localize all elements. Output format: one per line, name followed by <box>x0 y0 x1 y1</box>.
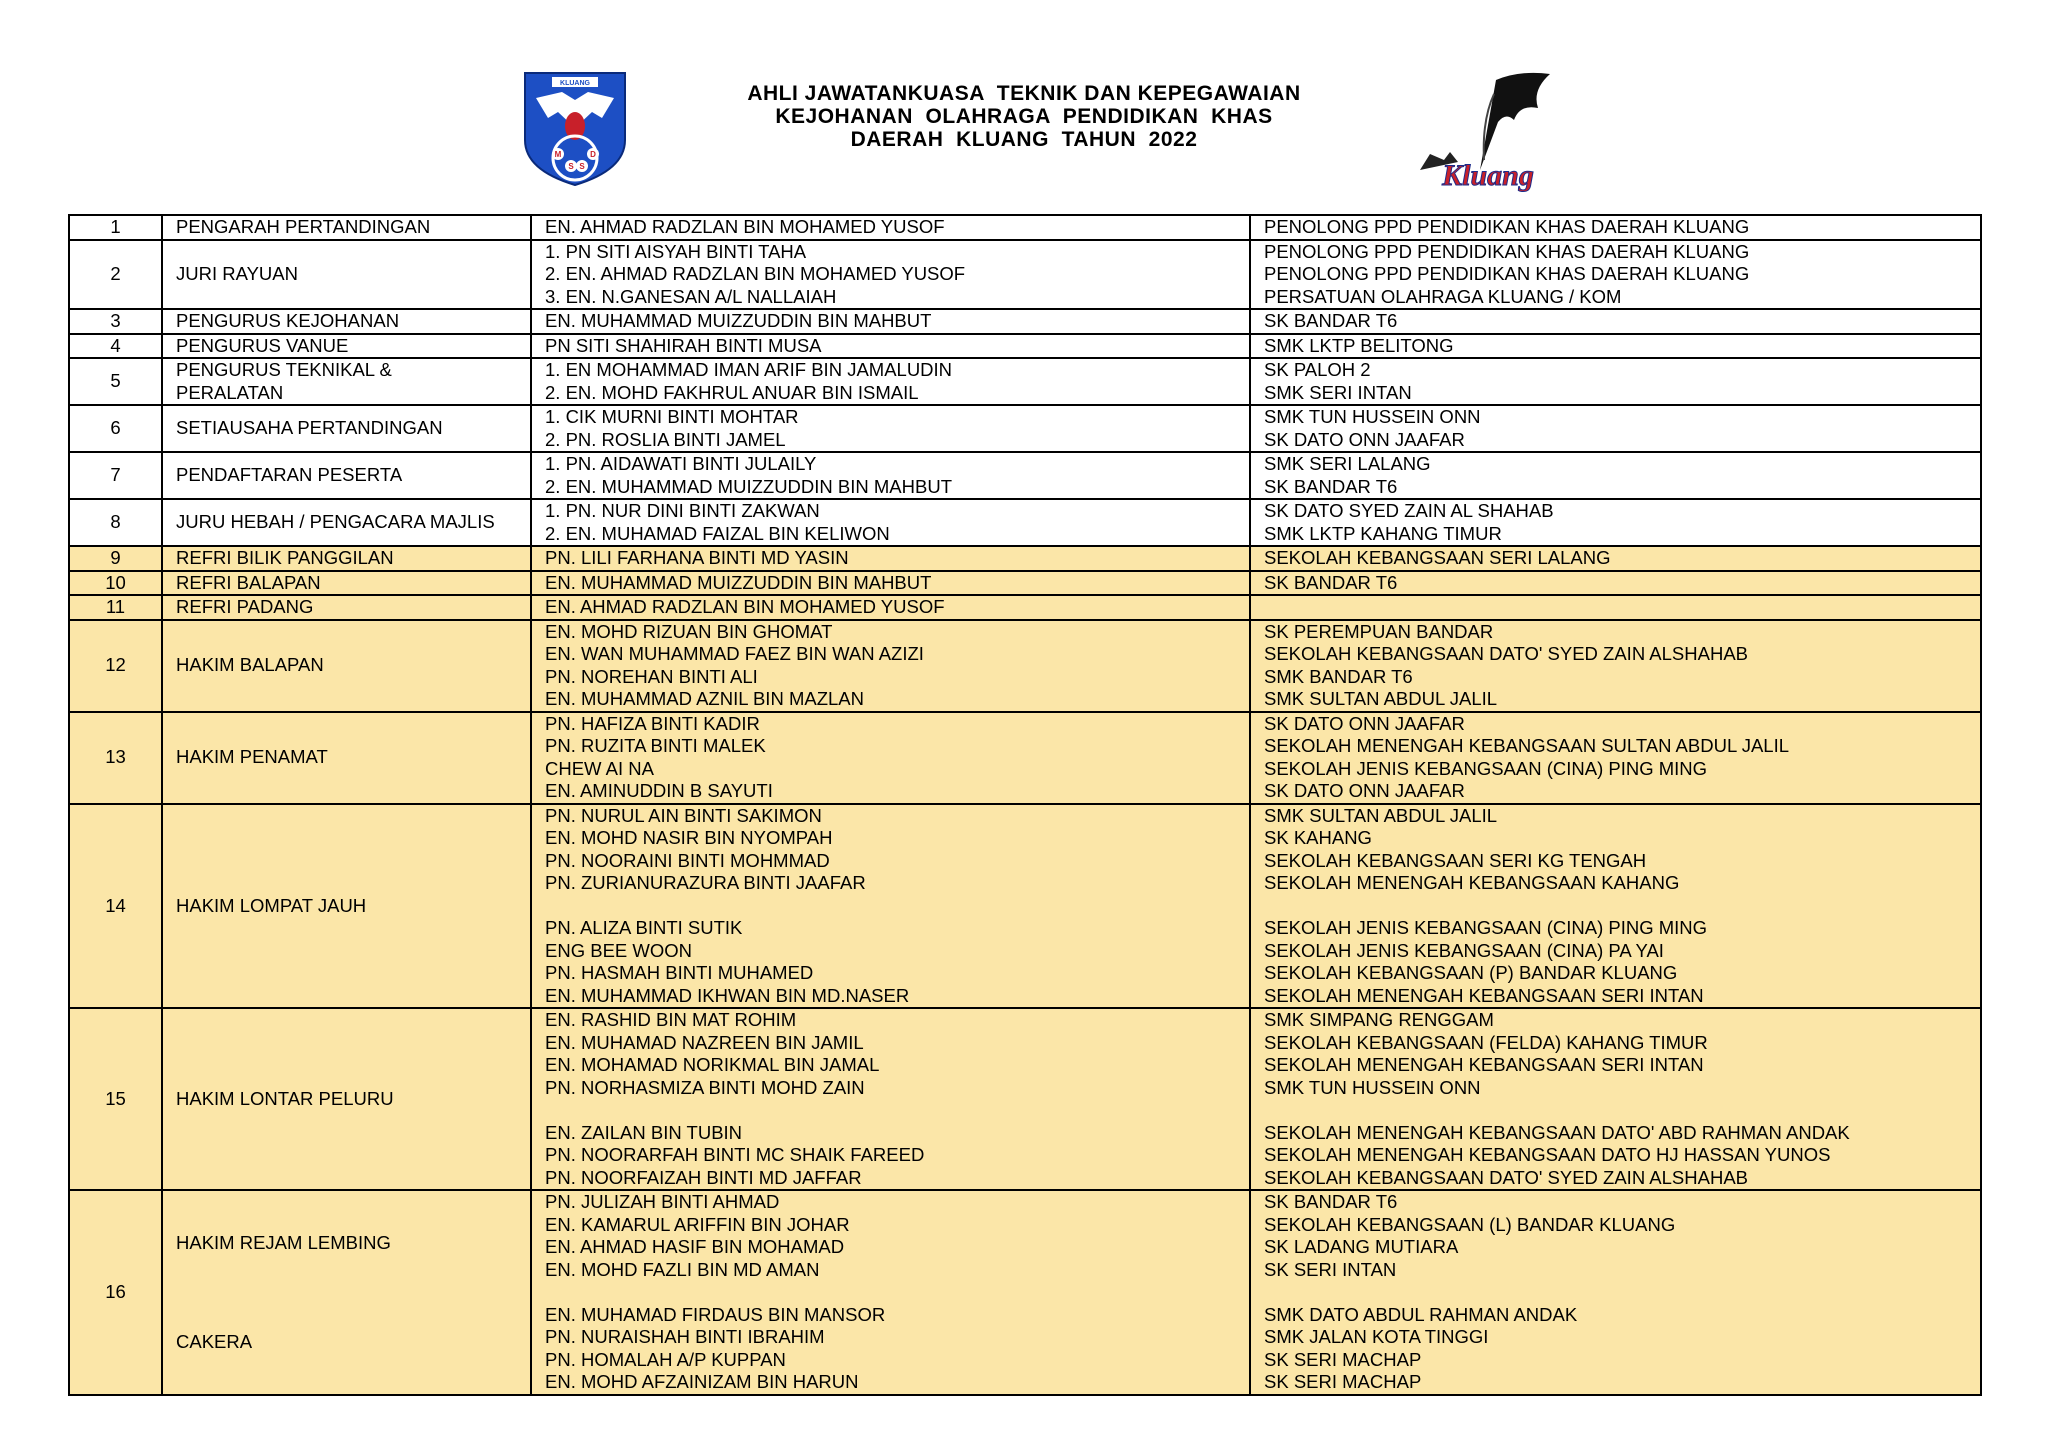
member-name <box>545 1281 1249 1304</box>
member-name: PN. ALIZA BINTI SUTIK <box>545 917 743 938</box>
member-organisation: SMK SERI LALANG <box>1264 453 1431 474</box>
member-organisation: PENOLONG PPD PENDIDIKAN KHAS DAERAH KLUANG <box>1264 263 1750 284</box>
member-organisation: SEKOLAH MENENGAH KEBANGSAAN DATO' ABD RAHMAN ANDAK <box>1264 1121 1850 1143</box>
member-organisation: SEKOLAH MENENGAH KEBANGSAAN SULTAN ABDUL JALIL <box>1264 735 1790 756</box>
post-cell <box>162 1008 531 1190</box>
svg-text:S: S <box>568 162 574 171</box>
member-name: 1. PN SITI AISYAH BINTI TAHA <box>545 240 807 262</box>
post-label: SETIAUSAHA PERTANDINGAN <box>176 417 443 439</box>
member-name: EN. AHMAD RADZLAN BIN MOHAMED YUSOF <box>545 216 945 237</box>
member-name: PN. NOREHAN BINTI ALI <box>545 665 758 687</box>
row-number: 3 <box>69 309 162 334</box>
post-label: HAKIM LONTAR PELURU <box>176 1087 394 1109</box>
name-cell <box>531 499 1250 546</box>
name-cell <box>531 405 1250 452</box>
post-cell <box>162 334 531 359</box>
table-row <box>69 620 1981 712</box>
row-number: 11 <box>69 595 162 620</box>
member-organisation <box>1264 895 1980 918</box>
row-number: 10 <box>69 571 162 596</box>
member-name: PN. JULIZAH BINTI AHMAD <box>545 1191 780 1212</box>
member-organisation: SMK SIMPANG RENGGAM <box>1264 1009 1494 1030</box>
member-organisation: SK SERI MACHAP <box>1264 1371 1422 1392</box>
row-number: 1 <box>69 215 162 240</box>
post-label: HAKIM LOMPAT JAUH <box>176 894 367 916</box>
member-organisation: SMK TUN HUSSEIN ONN <box>1264 1076 1481 1098</box>
post-cell <box>162 405 531 452</box>
row-number: 4 <box>69 334 162 359</box>
member-name: EN. WAN MUHAMMAD FAEZ BIN WAN AZIZI <box>545 643 924 664</box>
svg-text:KLUANG: KLUANG <box>560 80 590 87</box>
member-name: PN. NURUL AIN BINTI SAKIMON <box>545 804 822 826</box>
member-organisation: SK DATO ONN JAAFAR <box>1264 780 1465 801</box>
post-label: HAKIM PENAMAT <box>176 746 328 768</box>
member-name: 1. EN MOHAMMAD IMAN ARIF BIN JAMALUDIN <box>545 359 953 380</box>
member-name: EN. MUHAMMAD MUIZZUDDIN BIN MAHBUT <box>545 310 932 331</box>
member-organisation: SK BANDAR T6 <box>1264 475 1398 497</box>
member-name <box>545 1099 1249 1122</box>
member-name: EN. ZAILAN BIN TUBIN <box>545 1121 743 1143</box>
member-name: ENG BEE WOON <box>545 939 692 961</box>
member-name: 2. EN. MUHAMMAD MUIZZUDDIN BIN MAHBUT <box>545 475 952 497</box>
row-number: 16 <box>69 1190 162 1395</box>
table-row <box>69 804 1981 1009</box>
bat-mascot-logo <box>1410 60 1558 200</box>
row-number: 5 <box>69 358 162 405</box>
member-name: EN. AHMAD HASIF BIN MOHAMAD <box>545 1236 845 1257</box>
post-label: PENGARAH PERTANDINGAN <box>176 216 431 237</box>
row-number: 12 <box>69 620 162 712</box>
row-number: 14 <box>69 804 162 1009</box>
table-row <box>69 595 1981 620</box>
post-cell <box>162 571 531 596</box>
post-cell <box>162 712 531 804</box>
org-cell <box>1250 1190 1981 1395</box>
member-name: EN. MUHAMAD FIRDAUS BIN MANSOR <box>545 1303 886 1325</box>
member-organisation: SEKOLAH JENIS KEBANGSAAN (CINA) PING MING <box>1264 757 1708 779</box>
member-organisation: SK BANDAR T6 <box>1264 571 1398 593</box>
member-organisation: SEKOLAH MENENGAH KEBANGSAAN DATO HJ HASSAN YUNOS <box>1264 1144 1831 1165</box>
member-organisation: SK LADANG MUTIARA <box>1264 1236 1459 1257</box>
title-line-2: KEJOHANAN OLAHRAGA PENDIDIKAN KHAS <box>775 105 1273 128</box>
table-row <box>69 571 1981 596</box>
name-cell <box>531 1008 1250 1190</box>
org-cell <box>1250 571 1981 596</box>
member-name <box>545 895 1249 918</box>
committee-table <box>68 214 1982 1396</box>
member-organisation: SEKOLAH KEBANGSAAN (P) BANDAR KLUANG <box>1264 962 1678 983</box>
member-organisation <box>1264 596 1980 619</box>
member-organisation: SMK LKTP KAHANG TIMUR <box>1264 522 1502 544</box>
member-name: 1. PN. AIDAWATI BINTI JULAILY <box>545 453 817 474</box>
member-organisation: SK BANDAR T6 <box>1264 1191 1398 1212</box>
post-cell <box>162 499 531 546</box>
member-name: PN SITI SHAHIRAH BINTI MUSA <box>545 334 822 356</box>
member-name: PN. NURAISHAH BINTI IBRAHIM <box>545 1326 825 1347</box>
member-name: CHEW AI NA <box>545 757 654 779</box>
member-name: EN. MUHAMMAD IKHWAN BIN MD.NASER <box>545 984 910 1006</box>
org-cell <box>1250 240 1981 310</box>
member-name: EN. MOHD NASIR BIN NYOMPAH <box>545 827 833 848</box>
org-cell <box>1250 620 1981 712</box>
post-label: JURI RAYUAN <box>176 263 298 284</box>
row-number: 9 <box>69 546 162 571</box>
org-cell <box>1250 1008 1981 1190</box>
name-cell <box>531 452 1250 499</box>
member-organisation: SK KAHANG <box>1264 827 1372 848</box>
member-name: 2. EN. AHMAD RADZLAN BIN MOHAMED YUSOF <box>545 263 966 284</box>
member-organisation: SEKOLAH KEBANGSAAN SERI LALANG <box>1264 547 1611 568</box>
name-cell <box>531 712 1250 804</box>
member-name: EN. MUHAMMAD MUIZZUDDIN BIN MAHBUT <box>545 571 932 593</box>
row-number: 15 <box>69 1008 162 1190</box>
name-cell <box>531 309 1250 334</box>
post-cell <box>162 546 531 571</box>
member-organisation: SEKOLAH MENENGAH KEBANGSAAN SERI INTAN <box>1264 1054 1704 1075</box>
member-organisation: SMK BANDAR T6 <box>1264 665 1413 687</box>
member-name: EN. MUHAMAD NAZREEN BIN JAMIL <box>545 1031 864 1053</box>
post-cell <box>162 358 531 405</box>
member-name: EN. MOHD AFZAINIZAM BIN HARUN <box>545 1371 859 1392</box>
member-name: PN. RUZITA BINTI MALEK <box>545 735 766 756</box>
member-organisation: SK DATO ONN JAAFAR <box>1264 428 1465 450</box>
member-organisation: SK SERI MACHAP <box>1264 1348 1422 1370</box>
member-name: PN. NOORAINI BINTI MOHMMAD <box>545 849 830 871</box>
table-row <box>69 334 1981 359</box>
document-header <box>0 0 2048 210</box>
title-line-3: DAERAH KLUANG TAHUN 2022 <box>850 128 1198 151</box>
member-name: PN. NOORARFAH BINTI MC SHAIK FAREED <box>545 1144 925 1165</box>
post-cell <box>162 620 531 712</box>
member-name: PN. HASMAH BINTI MUHAMED <box>545 962 814 983</box>
member-organisation: SMK SULTAN ABDUL JALIL <box>1264 804 1498 826</box>
svg-text:M: M <box>554 150 562 159</box>
post-label: PENGURUS VANUE <box>176 334 349 356</box>
post-cell <box>162 215 531 240</box>
table-row <box>69 1008 1981 1190</box>
post-label: REFRI BILIK PANGGILAN <box>176 547 394 568</box>
member-name: 1. CIK MURNI BINTI MOHTAR <box>545 406 799 427</box>
table-row <box>69 215 1981 240</box>
member-organisation: SMK SERI INTAN <box>1264 381 1412 403</box>
org-cell <box>1250 499 1981 546</box>
member-name: EN. MUHAMMAD AZNIL BIN MAZLAN <box>545 688 864 709</box>
name-cell <box>531 358 1250 405</box>
member-name: PN. HOMALAH A/P KUPPAN <box>545 1348 786 1370</box>
title-line-1: AHLI JAWATANKUASA TEKNIK DAN KEPEGAWAIAN <box>747 82 1301 105</box>
post-label: HAKIM BALAPAN <box>176 654 324 676</box>
row-number: 6 <box>69 405 162 452</box>
name-cell <box>531 804 1250 1009</box>
member-organisation: SMK SULTAN ABDUL JALIL <box>1264 688 1498 709</box>
member-organisation: PENOLONG PPD PENDIDIKAN KHAS DAERAH KLUANG <box>1264 216 1750 237</box>
post-label: PENGURUS KEJOHANAN <box>176 310 400 331</box>
table-row <box>69 358 1981 405</box>
member-organisation: PENOLONG PPD PENDIDIKAN KHAS DAERAH KLUANG <box>1264 240 1750 262</box>
table-row <box>69 240 1981 310</box>
post-cell <box>162 452 531 499</box>
post-label: CAKERA <box>176 1330 253 1352</box>
org-cell <box>1250 215 1981 240</box>
member-name: EN. MOHD RIZUAN BIN GHOMAT <box>545 620 833 642</box>
member-name: EN. AMINUDDIN B SAYUTI <box>545 780 773 801</box>
svg-text:S: S <box>579 162 585 171</box>
member-organisation: SEKOLAH KEBANGSAAN (FELDA) KAHANG TIMUR <box>1264 1031 1708 1053</box>
org-cell <box>1250 595 1981 620</box>
row-number: 8 <box>69 499 162 546</box>
post-cell <box>162 240 531 310</box>
member-organisation: SEKOLAH MENENGAH KEBANGSAAN KAHANG <box>1264 872 1680 893</box>
org-cell <box>1250 804 1981 1009</box>
member-organisation: SMK LKTP BELITONG <box>1264 334 1454 356</box>
name-cell <box>531 546 1250 571</box>
post-label: REFRI PADANG <box>176 596 314 617</box>
post-label: PENGURUS TEKNIKAL & <box>176 359 392 380</box>
member-organisation: SEKOLAH KEBANGSAAN SERI KG TENGAH <box>1264 849 1647 871</box>
table-row <box>69 1190 1981 1395</box>
member-organisation: SMK DATO ABDUL RAHMAN ANDAK <box>1264 1303 1578 1325</box>
member-name: 1. PN. NUR DINI BINTI ZAKWAN <box>545 500 820 521</box>
name-cell <box>531 1190 1250 1395</box>
member-organisation: SEKOLAH KEBANGSAAN DATO' SYED ZAIN ALSHAHAB <box>1264 1166 1748 1188</box>
name-cell <box>531 215 1250 240</box>
name-cell <box>531 334 1250 359</box>
table-row <box>69 499 1981 546</box>
member-name: PN. LILI FARHANA BINTI MD YASIN <box>545 547 849 568</box>
member-name: 2. EN. MUHAMAD FAIZAL BIN KELIWON <box>545 522 890 544</box>
name-cell <box>531 620 1250 712</box>
member-organisation: SK SERI INTAN <box>1264 1258 1397 1280</box>
table-row <box>69 405 1981 452</box>
org-cell <box>1250 712 1981 804</box>
org-cell <box>1250 334 1981 359</box>
post-cell <box>162 1190 531 1395</box>
member-name: EN. MOHAMAD NORIKMAL BIN JAMAL <box>545 1054 880 1075</box>
member-name: 3. EN. N.GANESAN A/L NALLAIAH <box>545 285 837 307</box>
member-organisation: SEKOLAH JENIS KEBANGSAAN (CINA) PA YAI <box>1264 939 1664 961</box>
org-cell <box>1250 309 1981 334</box>
member-organisation: SMK TUN HUSSEIN ONN <box>1264 406 1481 427</box>
member-name: PN. NOORFAIZAH BINTI MD JAFFAR <box>545 1166 862 1188</box>
member-organisation: SK PALOH 2 <box>1264 359 1371 380</box>
org-cell <box>1250 358 1981 405</box>
member-name: 2. PN. ROSLIA BINTI JAMEL <box>545 428 786 450</box>
name-cell <box>531 595 1250 620</box>
post-label: REFRI BALAPAN <box>176 571 321 593</box>
member-name: EN. AHMAD RADZLAN BIN MOHAMED YUSOF <box>545 596 945 617</box>
member-organisation <box>1264 1281 1980 1304</box>
member-name: EN. RASHID BIN MAT ROHIM <box>545 1009 797 1030</box>
member-organisation: SK DATO ONN JAAFAR <box>1264 712 1465 734</box>
member-organisation: SEKOLAH KEBANGSAAN DATO' SYED ZAIN ALSHAHAB <box>1264 643 1748 664</box>
member-name: PN. NORHASMIZA BINTI MOHD ZAIN <box>545 1076 865 1098</box>
member-name: 2. EN. MOHD FAKHRUL ANUAR BIN ISMAIL <box>545 381 919 403</box>
table-row <box>69 712 1981 804</box>
svg-text:D: D <box>590 150 596 159</box>
document-title <box>0 82 2048 151</box>
member-name: PN. HAFIZA BINTI KADIR <box>545 712 760 734</box>
post-label: PENDAFTARAN PESERTA <box>176 464 403 486</box>
member-name: EN. MOHD FAZLI BIN MD AMAN <box>545 1258 820 1280</box>
post-cell <box>162 595 531 620</box>
member-organisation: SMK JALAN KOTA TINGGI <box>1264 1326 1489 1347</box>
row-number: 2 <box>69 240 162 310</box>
name-cell <box>531 571 1250 596</box>
member-name: EN. KAMARUL ARIFFIN BIN JOHAR <box>545 1213 850 1235</box>
svg-text:Kluang: Kluang <box>1442 159 1534 192</box>
name-cell <box>531 240 1250 310</box>
member-organisation: SEKOLAH KEBANGSAAN (L) BANDAR KLUANG <box>1264 1213 1676 1235</box>
member-organisation: SK DATO SYED ZAIN AL SHAHAB <box>1264 500 1554 521</box>
org-cell <box>1250 546 1981 571</box>
member-organisation: SK PEREMPUAN BANDAR <box>1264 620 1494 642</box>
post-cell <box>162 309 531 334</box>
member-organisation <box>1264 1099 1980 1122</box>
table-row <box>69 452 1981 499</box>
org-cell <box>1250 452 1981 499</box>
post-label: JURU HEBAH / PENGACARA MAJLIS <box>176 511 495 533</box>
member-name: PN. ZURIANURAZURA BINTI JAAFAR <box>545 872 866 893</box>
post-cell <box>162 804 531 1009</box>
member-organisation: SK BANDAR T6 <box>1264 310 1398 331</box>
row-number: 13 <box>69 712 162 804</box>
member-organisation: SEKOLAH MENENGAH KEBANGSAAN SERI INTAN <box>1264 984 1704 1006</box>
org-cell <box>1250 405 1981 452</box>
member-organisation: PERSATUAN OLAHRAGA KLUANG / KOM <box>1264 285 1622 307</box>
row-number: 7 <box>69 452 162 499</box>
post-label: HAKIM REJAM LEMBING <box>176 1231 391 1253</box>
member-organisation: SEKOLAH JENIS KEBANGSAAN (CINA) PING MING <box>1264 917 1708 938</box>
table-row <box>69 546 1981 571</box>
post-label: PERALATAN <box>176 381 284 403</box>
table-row <box>69 309 1981 334</box>
